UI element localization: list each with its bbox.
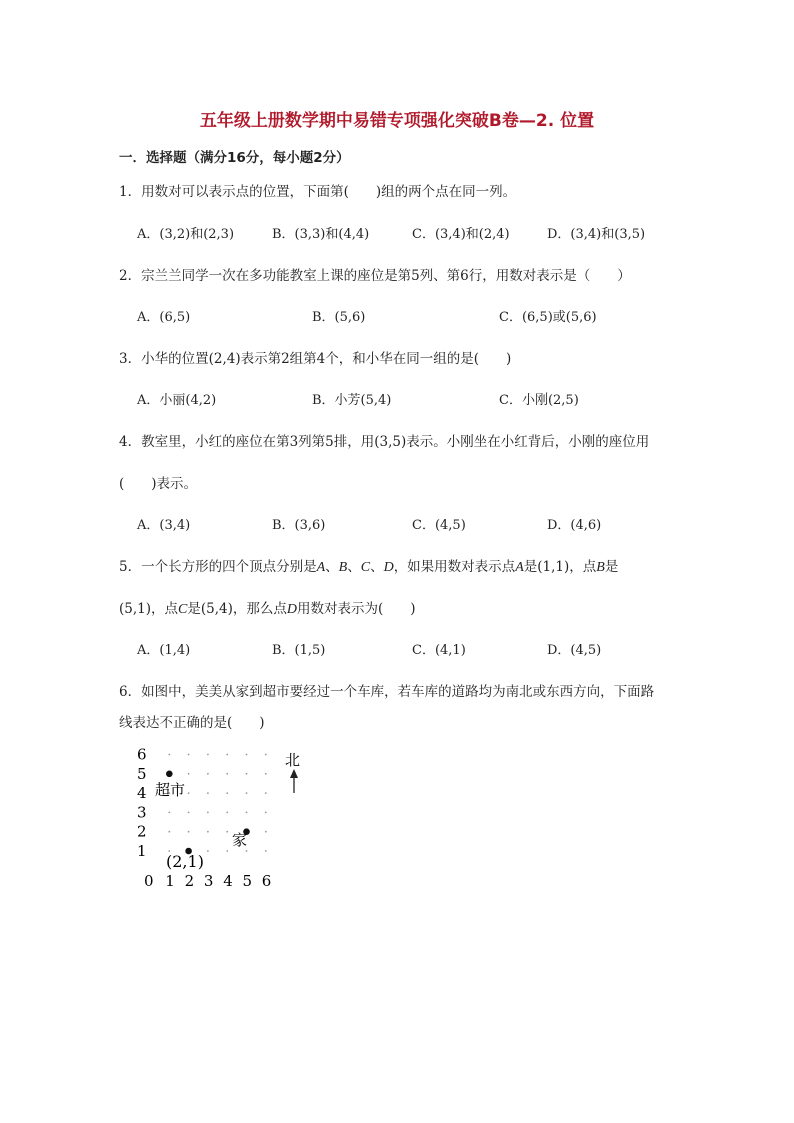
grid-dot bbox=[265, 773, 267, 775]
grid-dot bbox=[226, 792, 228, 794]
q5-text: 用数对表示为( ) bbox=[297, 601, 416, 617]
x-tick-label: 1 bbox=[165, 872, 175, 890]
grid-dot bbox=[188, 754, 190, 756]
grid-dots bbox=[168, 754, 266, 852]
q4-option-a[interactable]: A．(3,4) bbox=[137, 518, 191, 533]
q5-var: A bbox=[316, 560, 326, 575]
x-tick-label: 3 bbox=[203, 872, 214, 890]
grid-dot bbox=[207, 831, 209, 833]
q5-text: 5．一个长方形的四个顶点分别是 bbox=[119, 559, 317, 575]
q1-option-a[interactable]: A．(3,2)和(2,3) bbox=[137, 227, 235, 242]
question-6-line-2: 线表达不正确的是( ) bbox=[119, 715, 265, 731]
question-3: 3．小华的位置(2,4)表示第2组第4个，和小华在同一组的是( ) bbox=[119, 351, 512, 367]
grid-dot bbox=[265, 812, 267, 814]
q5-text: 是(1,1)，点 bbox=[523, 559, 597, 575]
grid-dot bbox=[226, 831, 228, 833]
q4-option-b[interactable]: B．(3,6) bbox=[272, 518, 326, 533]
grid-dot bbox=[168, 754, 170, 756]
question-5-line-2 bbox=[119, 597, 416, 618]
grid-dot bbox=[207, 850, 209, 852]
q3-option-c[interactable]: C．小刚(2,5) bbox=[499, 393, 579, 408]
q5-var: C bbox=[178, 602, 188, 617]
x-tick-label: 6 bbox=[261, 872, 272, 890]
q5-text: 是(5,4)，那么点 bbox=[187, 601, 287, 617]
grid-dot bbox=[265, 850, 267, 852]
grid-dot bbox=[246, 850, 248, 852]
x-tick-label: 0 bbox=[144, 872, 154, 890]
grid-dot bbox=[265, 831, 267, 833]
question-4-line-1: 4．教室里，小红的座位在第3列第5排，用(3,5)表示。小刚坐在小红背后，小刚的座位用 bbox=[119, 434, 650, 450]
q5-text: 、 bbox=[370, 559, 384, 575]
grid-dot bbox=[207, 773, 209, 775]
grid-dot bbox=[188, 792, 190, 794]
grid-dot bbox=[246, 812, 248, 814]
home-label: 家 bbox=[232, 831, 248, 849]
grid-dot bbox=[207, 812, 209, 814]
q3-option-b[interactable]: B．小芳(5,4) bbox=[312, 393, 392, 408]
q1-option-d[interactable]: D．(3,4)和(3,5) bbox=[547, 227, 646, 242]
y-tick-label: 3 bbox=[137, 803, 147, 822]
q1-option-c[interactable]: C．(3,4)和(2,4) bbox=[412, 227, 510, 242]
x-tick-label: 2 bbox=[184, 872, 195, 890]
grid-dot bbox=[226, 850, 228, 852]
q5-var: B bbox=[338, 560, 348, 575]
q2-option-b[interactable]: B．(5,6) bbox=[312, 310, 366, 325]
q5-text: 是 bbox=[604, 559, 619, 575]
y-tick-label: 5 bbox=[137, 764, 147, 783]
grid-dot bbox=[226, 773, 228, 775]
q5-text: ，如果用数对表示点 bbox=[393, 559, 516, 575]
page-title: 五年级上册数学期中易错专项强化突破B卷—2. 位置 bbox=[199, 111, 595, 131]
question-5-line-1 bbox=[119, 555, 618, 576]
coordinate-figure bbox=[135, 745, 310, 890]
q5-option-d[interactable]: D．(4,5) bbox=[547, 643, 602, 658]
grid-dot bbox=[188, 831, 190, 833]
q5-var: C bbox=[360, 560, 371, 575]
q1-option-b[interactable]: B．(3,3)和(4,4) bbox=[272, 227, 370, 242]
north-arrow-icon bbox=[290, 769, 298, 793]
section-heading: 一．选择题（满分16分，每小题2分） bbox=[119, 150, 350, 166]
q3-option-a[interactable]: A．小丽(4,2) bbox=[137, 393, 217, 408]
north-label: 北 bbox=[285, 751, 301, 769]
grid-dot bbox=[226, 754, 228, 756]
grid-dot bbox=[246, 773, 248, 775]
grid-dot bbox=[188, 773, 190, 775]
question-6-line-1: 6．如图中，美美从家到超市要经过一个车库，若车库的道路均为南北或东西方向，下面路 bbox=[119, 684, 655, 700]
q4-option-d[interactable]: D．(4,6) bbox=[547, 518, 602, 533]
y-tick-label: 2 bbox=[137, 822, 147, 841]
x-axis-ticks bbox=[144, 872, 271, 890]
y-axis-ticks bbox=[137, 746, 147, 861]
grid-dot bbox=[168, 831, 170, 833]
q5-text: (5,1)，点 bbox=[119, 601, 179, 617]
y-tick-label: 6 bbox=[137, 745, 147, 764]
q2-option-c[interactable]: C．(6,5)或(5,6) bbox=[499, 310, 597, 325]
q5-var: D bbox=[383, 560, 394, 575]
y-tick-label: 4 bbox=[137, 784, 147, 803]
grid-dot bbox=[226, 812, 228, 814]
market-point bbox=[166, 771, 173, 778]
grid-dot bbox=[207, 792, 209, 794]
q5-text: 、 bbox=[347, 559, 361, 575]
grid-dot bbox=[168, 812, 170, 814]
x-tick-label: 4 bbox=[223, 872, 233, 890]
x-tick-label: 5 bbox=[242, 872, 253, 890]
q5-var: D bbox=[286, 602, 297, 617]
q5-var: B bbox=[596, 560, 605, 575]
market-label: 超市 bbox=[155, 781, 186, 799]
grid-dot bbox=[265, 754, 267, 756]
q5-var: A bbox=[515, 560, 524, 575]
grid-dot bbox=[265, 792, 267, 794]
question-2: 2．宗兰兰同学一次在多功能教室上课的座位是第5列、第6行，用数对表示是（ ） bbox=[119, 268, 631, 284]
q5-option-a[interactable]: A．(1,4) bbox=[137, 643, 191, 658]
question-4-line-2: ( )表示。 bbox=[119, 476, 198, 492]
q2-option-a[interactable]: A．(6,5) bbox=[137, 310, 191, 325]
q4-option-c[interactable]: C．(4,5) bbox=[412, 518, 466, 533]
q5-text: 、 bbox=[325, 559, 339, 575]
point-label: (2,1) bbox=[166, 852, 204, 871]
q5-option-b[interactable]: B．(1,5) bbox=[272, 643, 326, 658]
question-1: 1．用数对可以表示点的位置，下面第( )组的两个点在同一列。 bbox=[119, 184, 517, 200]
grid-dot bbox=[246, 754, 248, 756]
grid-dot bbox=[188, 812, 190, 814]
q5-option-c[interactable]: C．(4,1) bbox=[412, 643, 466, 658]
grid-dot bbox=[246, 792, 248, 794]
grid-dot bbox=[207, 754, 209, 756]
y-tick-label: 1 bbox=[137, 842, 147, 860]
